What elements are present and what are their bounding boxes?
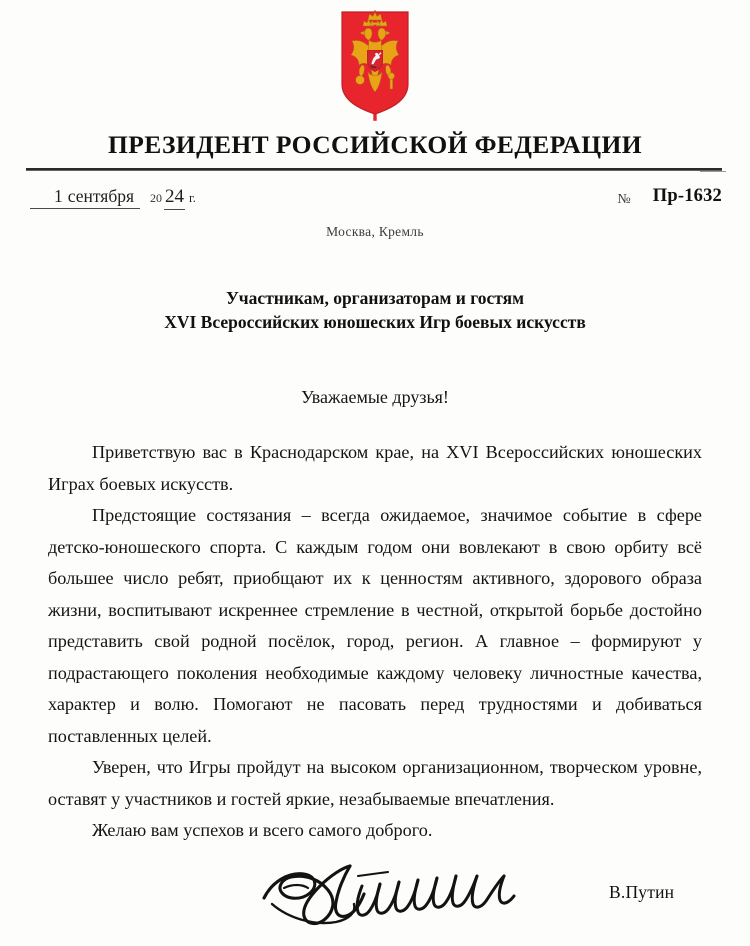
document-number: [617, 186, 722, 207]
document-date: [30, 186, 196, 210]
body-paragraph-1: Приветствую вас в Краснодарском крае, на XVI Всероссийских юношеских Играх боевых искусств.: [48, 442, 702, 494]
addressee-heading: [0, 286, 750, 334]
document-body: [48, 437, 702, 847]
signature-area: [0, 846, 750, 946]
header-divider: [26, 168, 722, 171]
page-title: ПРЕЗИДЕНТ РОССИЙСКОЙ ФЕДЕРАЦИИ: [108, 130, 642, 159]
header-divider-tail: [700, 171, 726, 172]
body-paragraph-3: Уверен, что Игры пройдут на высоком организационном, творческом уровне, оставят у участников и гостей яркие, незабываемые впечатления.: [48, 757, 702, 809]
addressee-line-2: XVI Всероссийских юношеских Игр боевых искусств: [164, 312, 586, 332]
russian-coat-of-arms-icon: [338, 10, 412, 122]
handwritten-signature-icon: [258, 846, 558, 938]
date-underline-field: [30, 186, 140, 209]
emblem-container: [0, 10, 750, 122]
signer-name: В.Путин: [609, 882, 675, 902]
salutation: Уважаемые друзья!: [301, 387, 449, 407]
document-meta-row: [0, 186, 750, 214]
document-place: Москва, Кремль: [326, 224, 424, 239]
year-abbreviation: г.: [189, 191, 196, 205]
number-value: Пр-1632: [652, 186, 722, 206]
year-suffix: 24: [164, 186, 185, 210]
body-paragraph-4: Желаю вам успехов и всего самого доброго.: [92, 820, 433, 840]
number-sign-icon: №: [617, 192, 631, 207]
date-day: 1: [54, 186, 63, 206]
body-paragraph-2: Предстоящие состязания – всегда ожидаемое, значимое событие в сфере детско-юношеского спорта. С каждым годом они вовлекают в свою орбиту всё большее число ребят, приобщают их к ценностям активного, здорового образа жизни, воспитывают искреннее стремление в честной, открытой борьбе достойно представить свой родной посёлок, город, регион. А главное – формируют у подрастающего поколения необходимые каждому человеку личностные качества, характер и волю. Помогают не пасовать перед трудностями и добиваться поставленных целей.: [48, 505, 702, 746]
addressee-line-1: Участникам, организаторам и гостям: [225, 288, 525, 308]
date-month: сентября: [67, 186, 135, 206]
year-prefix: 20: [150, 191, 163, 205]
